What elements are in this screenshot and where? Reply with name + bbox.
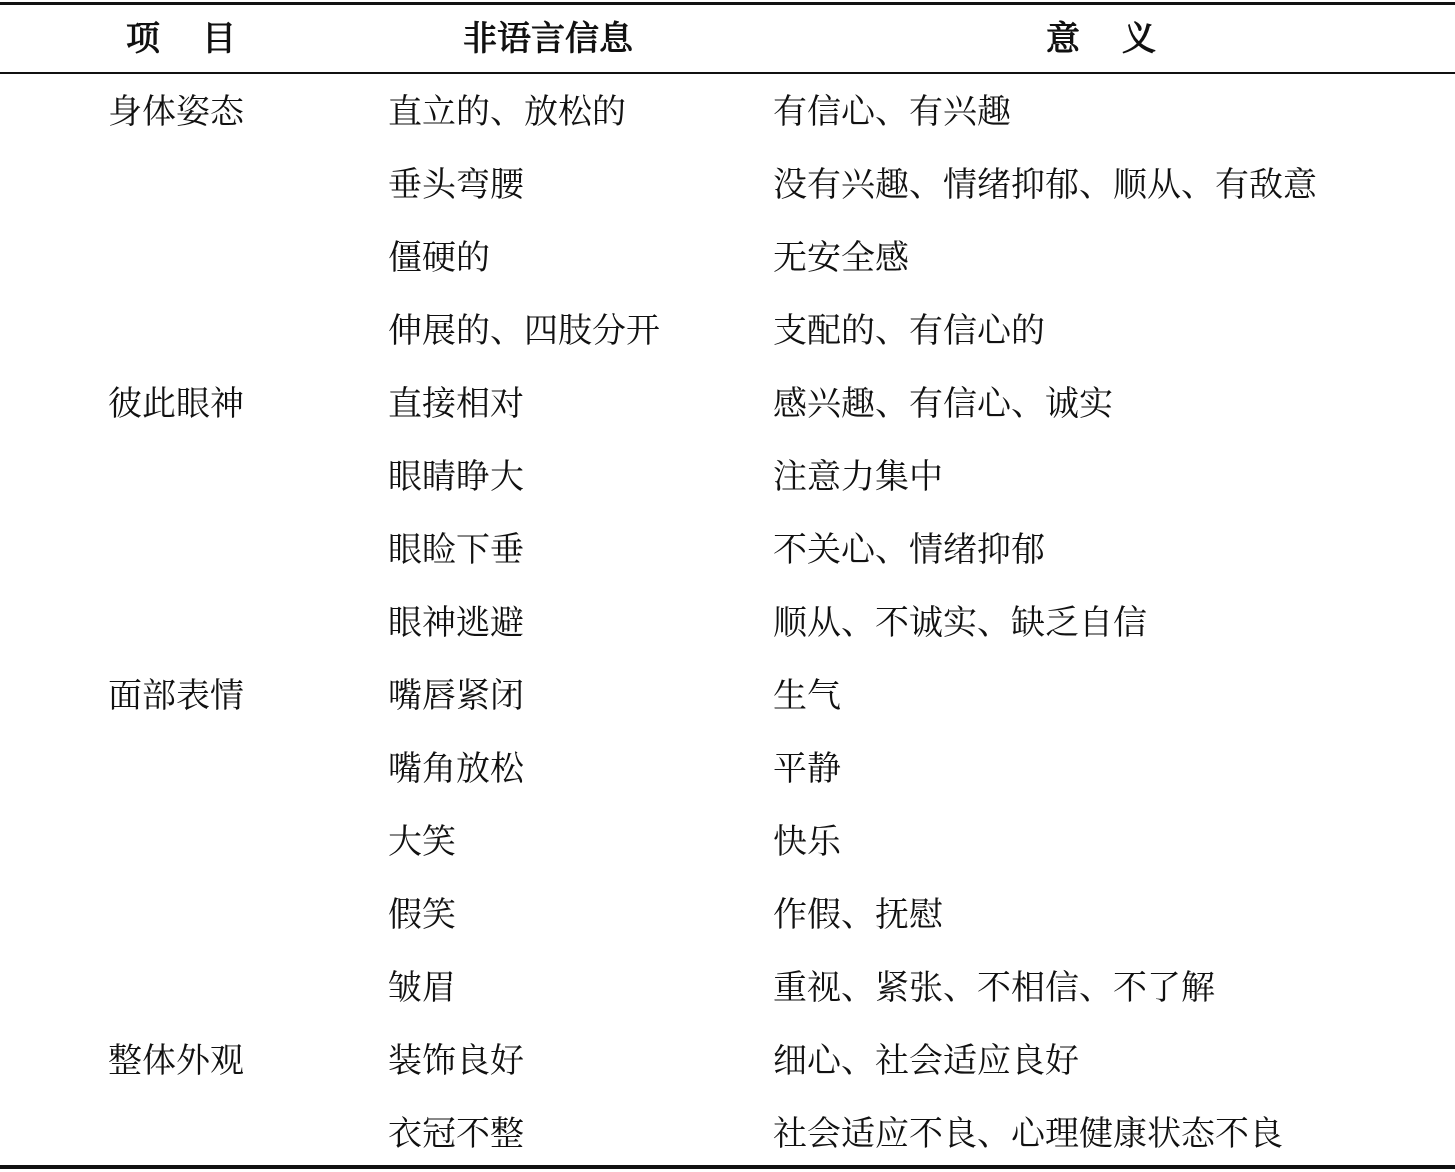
table-row <box>0 149 1455 222</box>
row-meaning-cell: 平静 <box>773 749 841 789</box>
table-row <box>0 514 1455 587</box>
row-nonverbal-info-cell: 眼睑下垂 <box>388 530 524 570</box>
row-nonverbal-info-cell: 伸展的、四肢分开 <box>388 311 660 351</box>
table-row <box>0 733 1455 806</box>
row-meaning-cell: 社会适应不良、心理健康状态不良 <box>773 1114 1283 1154</box>
row-nonverbal-info-cell: 大笑 <box>388 822 456 862</box>
table-row <box>0 660 1455 733</box>
row-nonverbal-info-cell: 眼睛睁大 <box>388 457 524 497</box>
table-row <box>0 368 1455 441</box>
row-nonverbal-info-cell: 垂头弯腰 <box>388 165 524 205</box>
row-meaning-cell: 支配的、有信心的 <box>773 311 1045 351</box>
row-nonverbal-info-cell: 假笑 <box>388 895 456 935</box>
table-row <box>0 879 1455 952</box>
row-item-cell: 整体外观 <box>108 1041 244 1081</box>
row-meaning-cell: 没有兴趣、情绪抑郁、顺从、有敌意 <box>773 165 1317 205</box>
row-meaning-cell: 快乐 <box>773 822 841 862</box>
header-nonverbal-info: 非语言信息 <box>463 19 633 59</box>
row-nonverbal-info-cell: 直接相对 <box>388 384 524 424</box>
row-meaning-cell: 有信心、有兴趣 <box>773 92 1011 132</box>
row-meaning-cell: 重视、紧张、不相信、不了解 <box>773 968 1215 1008</box>
row-nonverbal-info-cell: 嘴唇紧闭 <box>388 676 524 716</box>
row-item-cell: 面部表情 <box>108 676 244 716</box>
row-nonverbal-info-cell: 眼神逃避 <box>388 603 524 643</box>
row-nonverbal-info-cell: 衣冠不整 <box>388 1114 524 1154</box>
row-meaning-cell: 作假、抚慰 <box>773 895 943 935</box>
table-row <box>0 952 1455 1025</box>
table-row <box>0 76 1455 149</box>
row-meaning-cell: 不关心、情绪抑郁 <box>773 530 1045 570</box>
row-meaning-cell: 顺从、不诚实、缺乏自信 <box>773 603 1147 643</box>
table-row <box>0 806 1455 879</box>
row-nonverbal-info-cell: 皱眉 <box>388 968 456 1008</box>
row-meaning-cell: 注意力集中 <box>773 457 943 497</box>
header-item: 项目 <box>126 19 278 59</box>
table-row <box>0 587 1455 660</box>
table-top-rule <box>0 2 1455 5</box>
table-row <box>0 222 1455 295</box>
table-row <box>0 1025 1455 1098</box>
row-nonverbal-info-cell: 装饰良好 <box>388 1041 524 1081</box>
row-meaning-cell: 生气 <box>773 676 841 716</box>
header-meaning: 意义 <box>1046 19 1198 59</box>
row-meaning-cell: 无安全感 <box>773 238 909 278</box>
row-nonverbal-info-cell: 僵硬的 <box>388 238 490 278</box>
row-item-cell: 彼此眼神 <box>108 384 244 424</box>
table-bottom-rule <box>0 1165 1455 1169</box>
table-row <box>0 441 1455 514</box>
table-row <box>0 1098 1455 1171</box>
table-row <box>0 295 1455 368</box>
row-nonverbal-info-cell: 嘴角放松 <box>388 749 524 789</box>
row-meaning-cell: 感兴趣、有信心、诚实 <box>773 384 1113 424</box>
row-meaning-cell: 细心、社会适应良好 <box>773 1041 1079 1081</box>
row-nonverbal-info-cell: 直立的、放松的 <box>388 92 626 132</box>
header-rule <box>0 72 1455 74</box>
row-item-cell: 身体姿态 <box>108 92 244 132</box>
